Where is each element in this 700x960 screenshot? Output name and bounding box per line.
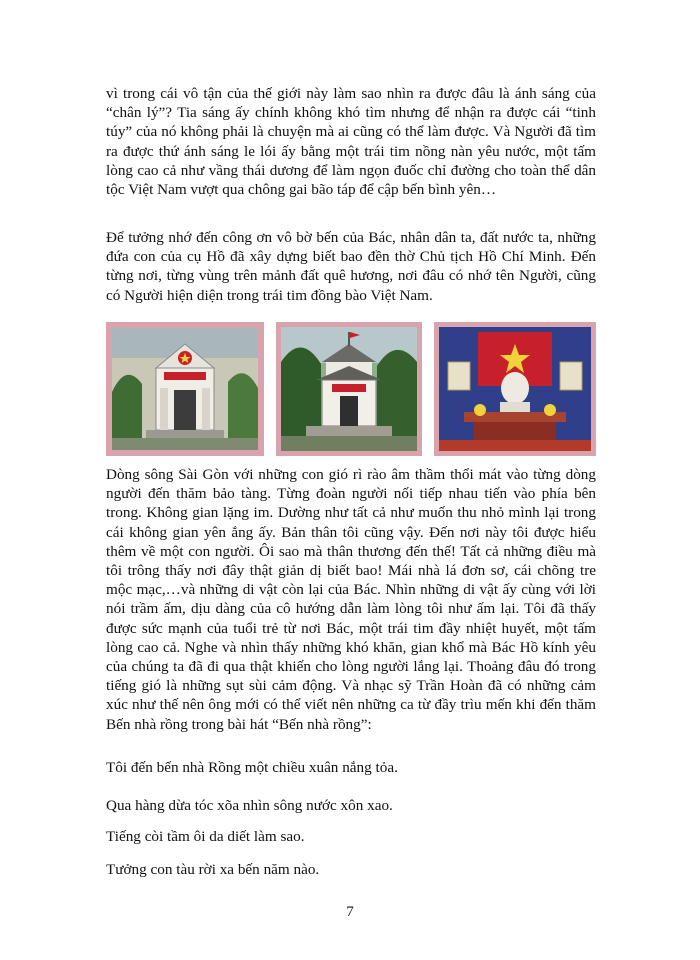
lyric-line: Tôi đến bến nhà Rồng một chiều xuân nắng tỏa. [106,759,398,776]
lyric-line: Qua hàng dừa tóc xõa nhìn sông nước xôn xao. [106,797,393,814]
paragraph-saigon-river: Dòng sông Sài Gòn với những con gió rì rào âm thầm thổi mát vào từng dòng người đến thăm bảo tàng. Từng đoàn người nối tiếp nhau tiến vào phía bên trong. Không gian lặng im. Dường như tất cả như muốn thu nhỏ mình lại trong cái không gian yên ắng ấy. Bản thân tôi cũng vậy. Đến nơi này tôi được hiểu thêm về một con người. Ôi sao mà thân thương đến thế! Tất cả những điều mà tôi trông thấy nơi đây thật giản dị biết bao! Mái nhà lá đơn sơ, cái chõng tre mộc mạc,…và những di vật còn lại của Bác. Nhìn những di vật ấy cùng với lời nói trầm ấm, dịu dàng của cô hướng dẫn làm lòng tôi như ấm lại. Tôi đã thấy được sức mạnh của tuổi trẻ từ nơi Bác, một trái tim đầy nhiệt huyết, một tấm lòng cao cả. Nghe và nhìn thấy những khó khăn, gian khổ mà Bác Hồ kính yêu của chúng ta đã đi qua thật khiến cho lòng người lắng lại. Thoảng đâu đó trong tiếng gió là những sụt sùi cảm động. Và nhạc sỹ Trần Hoàn đã có những cảm xúc như thế nên ông mới có thể viết nên những ca từ đầy trìu mến khi đến thăm Bến nhà rồng trong bài hát “Bến nhà rồng”: [106,466,596,733]
photo-row [106,322,596,456]
page-number: 7 [346,904,354,920]
altar-portrait-photo [434,322,596,456]
paragraph-intro: vì trong cái vô tận của thế giới này làm sao nhìn ra được đâu là ánh sáng của “chân lý”? Tia sáng ấy chính không khó tìm nhưng để nhận ra được cái “tinh túy” của nó không phải là chuyện mà ai cũng có thể làm được. Và Người đã tìm ra được thứ ánh sáng le lói ấy bằng một trái tim nồng nàn yêu nước, một tấm lòng cao cả như vầng thái dương để làm ngọn đuốc chỉ đường cho toàn thể dân tộc Việt Nam vượt qua chông gai bão táp để cập bến bình yên… [106,85,596,199]
lyric-line: Tiếng còi tầm ôi da diết làm sao. [106,828,305,845]
pagoda-temple-photo [276,322,422,456]
paragraph-memorial: Để tưởng nhớ đến công ơn vô bờ bến của Bác, nhân dân ta, đất nước ta, những đứa con của cụ Hồ đã xây dựng biết bao đền thờ Chủ tịch Hồ Chí Minh. Đến từng nơi, từng vùng trên mảnh đất quê hương, nơi đâu có nhớ tên Người, cũng có Người hiện diện trong trái tim đồng bào Việt Nam. [106,229,596,304]
memorial-temple-photo [106,322,264,456]
lyric-line: Tưởng con tàu rời xa bến năm nào. [106,861,320,878]
